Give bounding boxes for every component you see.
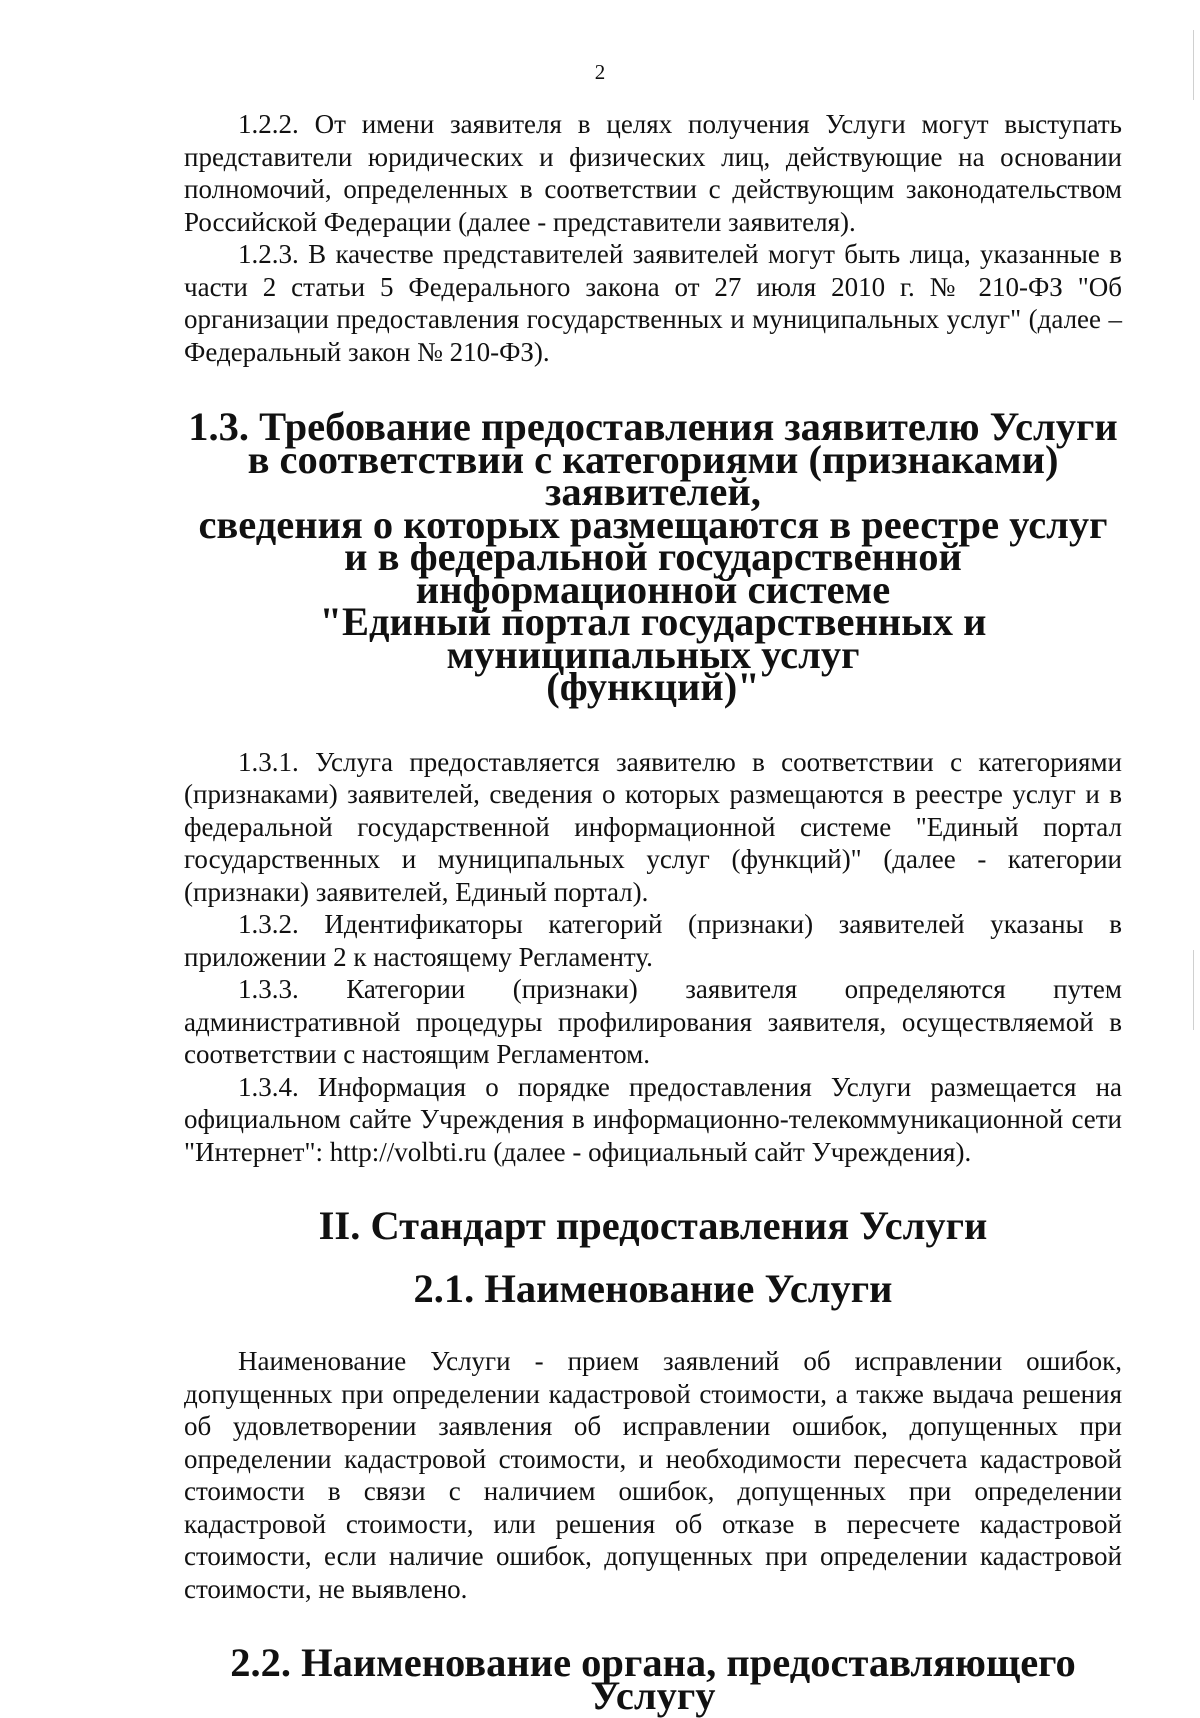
paragraph-1-2-2: 1.2.2. От имени заявителя в целях получения Услуги могут выступать представители юридических и физических лиц, действующие на основании полномочий, определенных в соответствии с действующим законодательством Российской Федерации (далее - представители заявителя). <box>184 109 1122 237</box>
heading-1-3-line: в соответствии с категориями (признаками) заявителей, <box>247 436 1059 514</box>
document-body <box>184 108 1122 1718</box>
page-number: 2 <box>594 60 606 84</box>
heading-section-2: II. Стандарт предоставления Услуги <box>318 1203 988 1248</box>
heading-1-3-line: 1.3. Требование предоставления заявителю Услуги <box>188 404 1118 449</box>
scan-edge-mark <box>1193 950 1194 1030</box>
heading-1-3-line: (функций)" <box>546 664 760 709</box>
paragraph-1-2-3: 1.2.3. В качестве представителей заявителей могут быть лица, указанные в части 2 статьи 5 Федерального закона от 27 июля 2010 г. № 210-ФЗ "Об организации предоставления государственных и муниципальных услуг" (далее – Федеральный закон № 210-ФЗ). <box>184 239 1122 367</box>
paragraph-1-3-1: 1.3.1. Услуга предоставляется заявителю в соответствии с категориями (признаками) заявителей, сведения о которых размещаются в реестре услуг и в федеральной государственной информационной системе "Единый портал государственных и муниципальных услуг (функций)" (далее - категории (признаки) заявителей, Единый портал). <box>184 746 1122 907</box>
heading-1-3-line: сведения о которых размещаются в реестре услуг <box>198 501 1108 547</box>
heading-2-1: 2.1. Наименование Услуги <box>413 1265 893 1311</box>
heading-2-2: 2.2. Наименование органа, предоставляющего Услугу <box>230 1640 1076 1718</box>
paragraph-1-3-3: 1.3.3. Категории (признаки) заявителя определяются путем административной процедуры профилирования заявителя, осуществляемой в соответствии с настоящим Регламентом. <box>184 974 1122 1069</box>
paragraph-2-1: Наименование Услуги - прием заявлений об исправлении ошибок, допущенных при определении кадастровой стоимости, а также выдача решения об удовлетворении заявления об исправлении ошибок, допущенных при определении кадастровой стоимости, и необходимости пересчета кадастровой стоимости в связи с наличием ошибок, допущенных при определении кадастровой стоимости, или решения об отказе в пересчете кадастровой стоимости, если наличие ошибок, допущенных при определении кадастровой стоимости, не выявлено. <box>184 1346 1122 1604</box>
heading-1-3-line: "Единый портал государственных и муниципальных услуг <box>319 599 987 677</box>
paragraph-1-3-2: 1.3.2. Идентификаторы категорий (признаки) заявителей указаны в приложении 2 к настоящему Регламенту. <box>184 909 1122 972</box>
paragraph-1-3-4: 1.3.4. Информация о порядке предоставления Услуги размещается на официальном сайте Учреждения в информационно-телекоммуникационной сети "Интернет": http://volbti.ru (далее - официальный сайт Учреждения). <box>184 1071 1122 1167</box>
heading-1-3-line: и в федеральной государственной информационной системе <box>344 534 962 612</box>
heading-1-3 <box>184 404 1122 709</box>
scan-edge-mark <box>1193 30 1194 100</box>
